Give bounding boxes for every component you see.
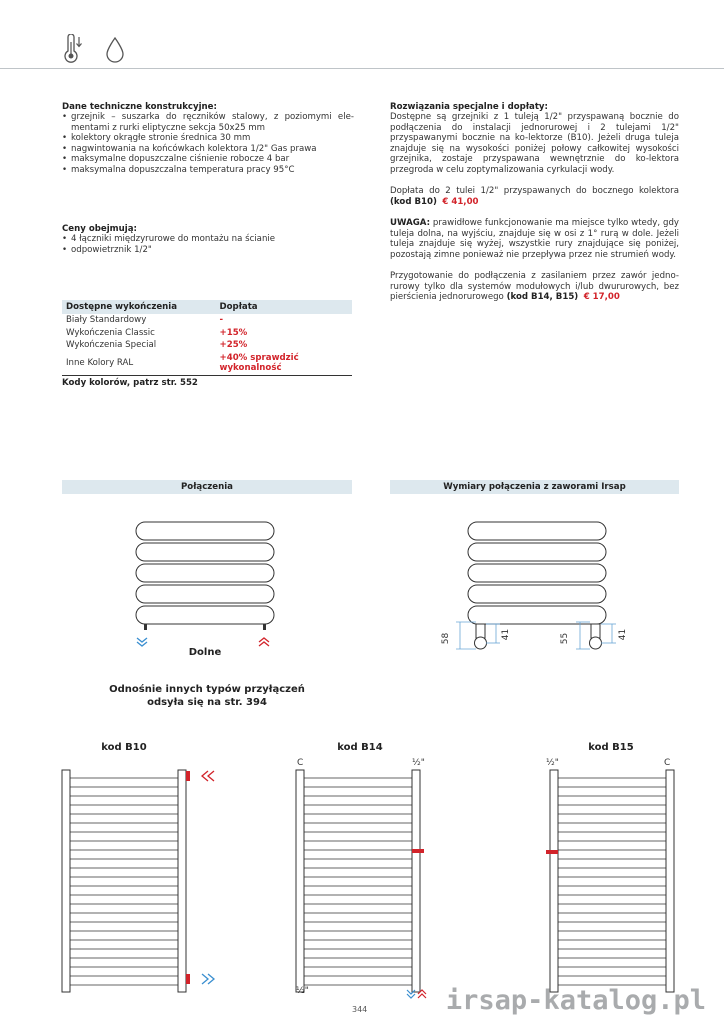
page-number: 344 [352,1005,368,1014]
radiator-b15-diagram [544,768,684,998]
valve-dimensions-diagram [436,518,646,658]
table-header-cell: Dopłata [216,300,352,314]
color-codes-note: Kody kolorów, patrz str. 552 [62,377,198,388]
table-row [62,339,352,351]
b14-right-top-label: ½" [412,758,425,768]
code-label: kod B15 [588,742,634,753]
technical-section [62,102,354,175]
b14-left-top-label: C [297,758,304,768]
warning-text: prawidłowe funkcjonowanie ma miejsce tylko wtedy, gdy tuleja dolna, na wyjściu, znajduje się w osi z 1° rurą w dole. Jeżeli tuleja znajduje się wyżej, wszystkie rury znajdujące się poniżej, pozostają zimne ponieważ nie przepływa przez nie strumień wody. [390,218,679,260]
table-cell: +25% [219,340,248,351]
connections-note-line: odsyła się na str. 394 [147,697,267,708]
table-row [62,352,352,375]
special-surcharge-b14 [390,271,679,302]
list-item: • maksymalne dopuszczalne ciśnienie robocze 4 bar [62,154,354,164]
table-header [62,300,352,314]
list-item: • maksymalna dopuszczalna temperatura pracy 95°C [62,165,354,175]
list-item: • nagwintowania na końcówkach kolektora 1/2" Gas prawa [62,144,354,154]
radiator-b14-diagram [294,768,434,998]
warning-paragraph [390,218,679,260]
table-cell: Biały Standardowy [66,315,147,326]
surcharge-price: € 41,00 [442,196,479,207]
table-cell: Inne Kolory RAL [62,352,216,375]
table-row [62,327,352,339]
connections-bar: Połączenia [62,480,352,494]
table-header-cell: Dostępne wykończenia [62,300,216,314]
finishes-table-wrap [62,300,352,388]
dimension-label: 41 [501,628,512,641]
water-drop-icon [104,34,126,64]
table-row [62,314,352,326]
special-section [390,102,679,303]
dimension-label: 41 [618,628,629,641]
dimensions-bar: Wymiary połączenia z zaworami Irsap [390,480,679,494]
table-cell: - [219,315,224,326]
surcharge-code: (kod B14, B15) [506,292,579,303]
prices-section [62,224,354,255]
list-item: • odpowietrznik 1/2" [62,245,354,255]
radiator-front-diagram [130,518,280,650]
watermark: irsap-katalog.pl [445,985,706,1016]
code-label: kod B10 [101,742,147,753]
table-cell: +15% [219,327,248,338]
special-title: Rozwiązania specjalne i dopłaty: [390,102,548,112]
finishes-table [62,300,352,376]
flow-out-icon [258,636,270,648]
surcharge-text: Dopłata do 2 tulei 1/2" przyspawanych do bocznego kolektora [390,186,679,197]
flow-in-icon [136,636,148,648]
b14-bottom-label: ½" [296,986,309,996]
warning-label: UWAGA: [390,218,431,229]
code-label: kod B14 [337,742,383,753]
connections-note [62,683,352,709]
table-cell: Wykończenia Special [66,340,157,351]
dimension-label: 55 [560,632,571,645]
table-cell: Wykończenia Classic [66,327,155,338]
list-item: • grzejnik – suszarka do ręczników stalowy, z poziomymi ele-mentami z rurki eliptyczne sekcja 50x25 mm [62,112,354,133]
flow-arrows-icon [406,988,428,1000]
surcharge-text: Przygotowanie do podłączenia z zasilaniem przez zawór jedno-rurowy tylko dla systemów modułowych i/lub dwururowych, bez pierścienia jednorurowego [390,271,679,303]
prices-title: Ceny obejmują: [62,224,137,234]
technical-title: Dane techniczne konstrukcyjne: [62,102,217,112]
list-item: • kolektory okrągłe stronie średnica 30 mm [62,133,354,143]
dimension-label: 58 [441,632,452,645]
surcharge-code: (kod B10) [390,196,437,207]
header-divider [0,68,724,69]
radiator-b10-diagram [60,768,220,998]
b15-right-top-label: C [664,758,671,768]
special-surcharge-b10 [390,186,679,207]
b15-left-top-label: ½" [546,758,559,768]
list-item: • 4 łączniki międzyrurowe do montażu na ścianie [62,234,354,244]
table-cell: +40% sprawdzić wykonalność [216,352,352,375]
surcharge-price: € 17,00 [583,292,620,303]
special-paragraph: Dostępne są grzejniki z 1 tuleją 1/2" przyspawaną bocznie do podłączenia do instalacji jednorurowej i 2 tulejami 1/2" przyspawanymi bocznie na ko-lektorze (B10). Jeżeli druga tuleja znajduje się na wysokości poniżej połowy całkowitej wysokości grzejnika, zostaje przyspawana wewnętrznie do ko-lektora przegroda w celu zoptymalizowania cyrkulacji wody. [390,112,679,175]
connections-note-line: Odnośnie innych typów przyłączeń [109,684,305,695]
connection-type-label: Dolne [188,647,222,658]
thermometer-arrow-icon [62,34,84,64]
